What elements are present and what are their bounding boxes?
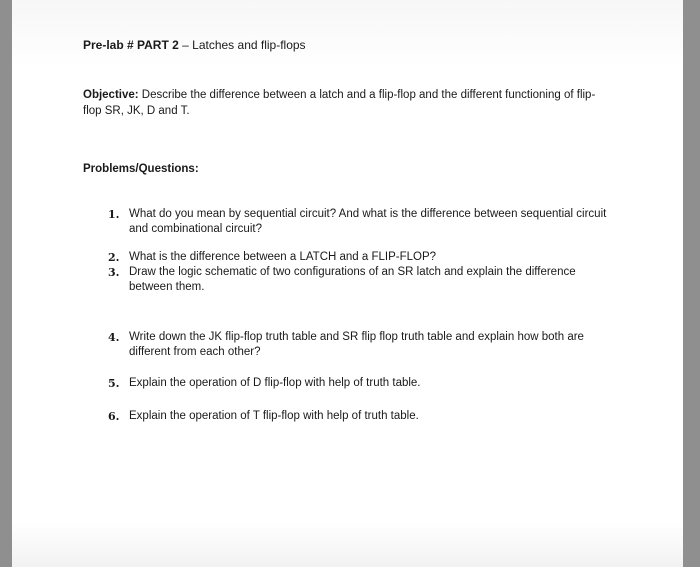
- page-title: [83, 38, 306, 52]
- question-item: [108, 265, 618, 295]
- question-item: [108, 409, 618, 424]
- question-text: What is the difference between a LATCH and a FLIP-FLOP?: [129, 251, 437, 263]
- question-text: What do you mean by sequential circuit? And what is the difference between sequential circuit and combinational circuit?: [129, 208, 607, 235]
- title-suffix: – Latches and flip-flops: [178, 38, 306, 52]
- question-number: 5.: [108, 377, 120, 390]
- question-item: [108, 376, 618, 391]
- question-text: Explain the operation of D flip-flop with help of truth table.: [129, 377, 421, 389]
- question-text: Draw the logic schematic of two configurations of an SR latch and explain the difference between them.: [129, 266, 576, 293]
- objective-paragraph: [83, 87, 603, 119]
- question-text: Explain the operation of T flip-flop with help of truth table.: [129, 410, 419, 422]
- document-page: [12, 0, 683, 567]
- question-item: [108, 207, 618, 237]
- objective-label: Objective:: [83, 89, 139, 101]
- question-text: Write down the JK flip-flop truth table and SR flip flop truth table and explain how both are different from each other?: [129, 331, 584, 358]
- objective-text: Describe the difference between a latch and a flip-flop and the different functioning of flip-flop SR, JK, D and T.: [83, 89, 596, 117]
- question-item: [108, 330, 618, 360]
- question-item: [108, 250, 618, 265]
- question-number: 6.: [108, 410, 120, 423]
- question-number: 4.: [108, 331, 120, 344]
- question-number: 1.: [108, 208, 120, 221]
- question-number: 3.: [108, 266, 120, 279]
- title-prefix: Pre-lab # PART 2: [83, 38, 179, 52]
- problems-heading: Problems/Questions:: [83, 163, 199, 175]
- question-number: 2.: [108, 251, 120, 264]
